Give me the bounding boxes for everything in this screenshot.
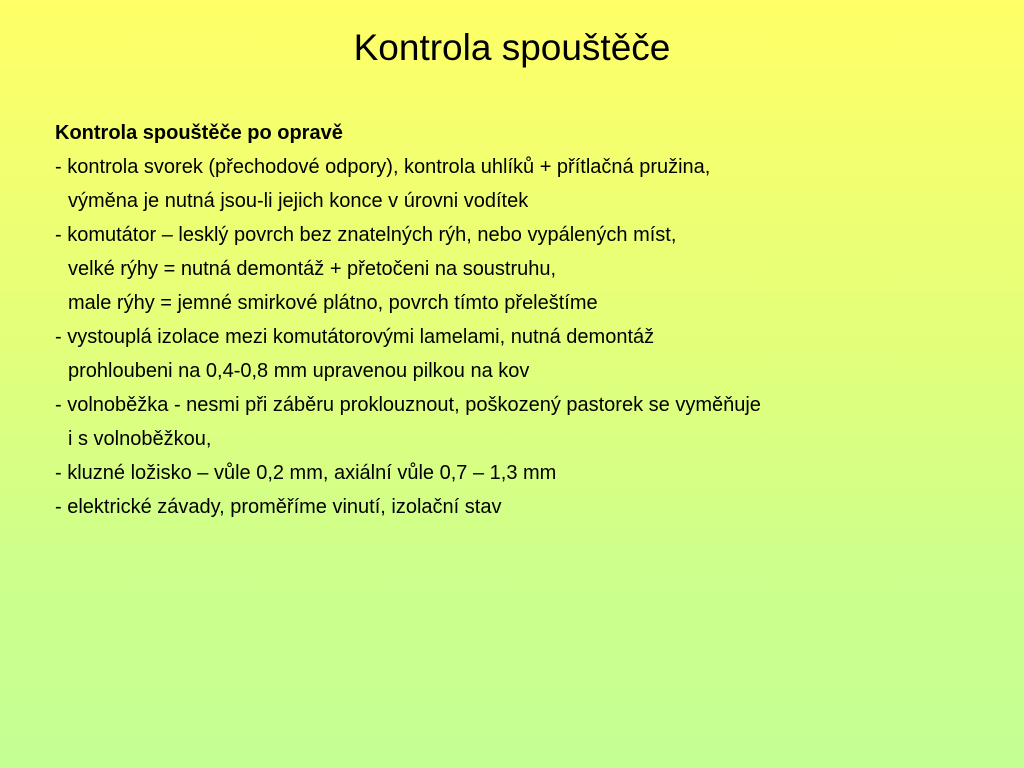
bullet-continuation: velké rýhy = nutná demontáž + přetočeni na soustruhu, xyxy=(68,258,557,280)
slide-content xyxy=(55,116,995,524)
bullet-continuation: výměna je nutná jsou-li jejich konce v úrovni vodítek xyxy=(68,190,529,212)
bullet-line: - komutátor – lesklý povrch bez znatelných rýh, nebo vypálených míst, xyxy=(55,224,677,246)
section-heading: Kontrola spouštěče po opravě xyxy=(55,122,343,144)
bullet-continuation: prohloubeni na 0,4-0,8 mm upravenou pilkou na kov xyxy=(68,360,530,382)
slide-title: Kontrola spouštěče xyxy=(353,27,671,68)
bullet-line: - kontrola svorek (přechodové odpory), kontrola uhlíků + přítlačná pružina, xyxy=(55,156,711,178)
bullet-line: - kluzné ložisko – vůle 0,2 mm, axiální vůle 0,7 – 1,3 mm xyxy=(55,462,557,484)
bullet-line: - volnoběžka - nesmi při záběru proklouznout, poškozený pastorek se vyměňuje xyxy=(55,394,761,416)
bullet-line: - vystouplá izolace mezi komutátorovými lamelami, nutná demontáž xyxy=(55,326,655,348)
bullet-continuation: i s volnoběžkou, xyxy=(68,428,212,450)
bullet-line: - elektrické závady, proměříme vinutí, izolační stav xyxy=(55,496,502,518)
bullet-continuation: male rýhy = jemné smirkové plátno, povrch tímto přeleštíme xyxy=(68,292,598,314)
